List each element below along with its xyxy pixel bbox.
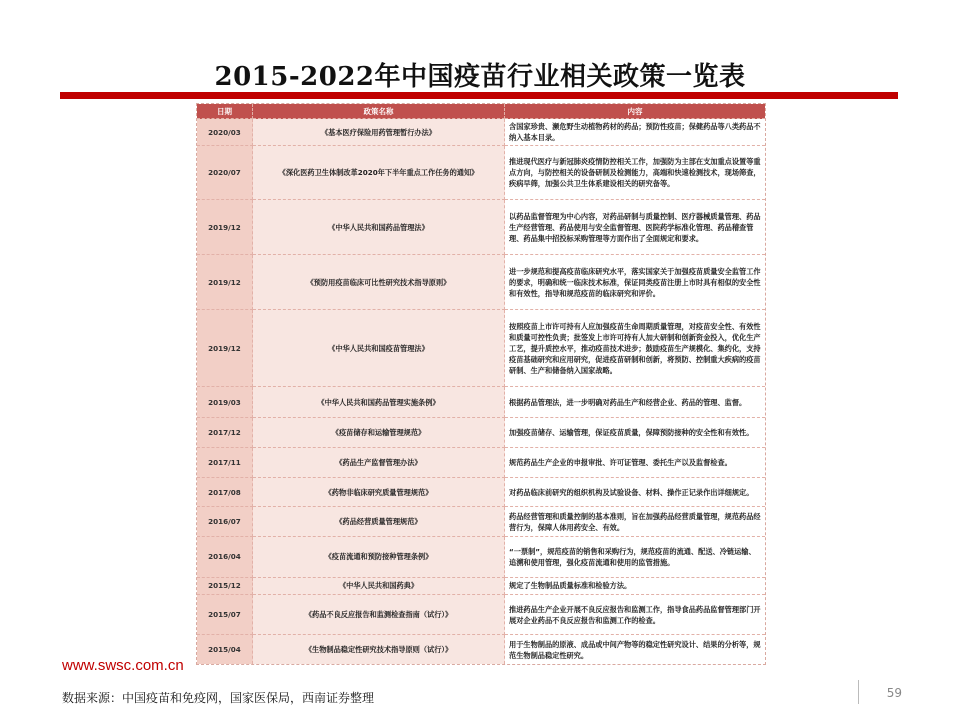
- row-content: 规定了生物制品质量标准和检验方法。: [505, 578, 765, 595]
- row-policy-name: 《药物非临床研究质量管理规范》: [253, 478, 505, 507]
- row-policy-name: 《药品生产监督管理办法》: [253, 448, 505, 477]
- row-date: 2015/12: [197, 578, 253, 595]
- table-row: [197, 255, 765, 310]
- row-content: 对药品临床前研究的组织机构及试验设备、材料、操作正记录作出详细规定。: [505, 478, 765, 507]
- row-date: 2017/12: [197, 418, 253, 449]
- table-row: [197, 578, 765, 595]
- table-row: [197, 507, 765, 536]
- row-policy-name: 《深化医药卫生体制改革2020年下半年重点工作任务的通知》: [253, 146, 505, 200]
- row-content: 加强疫苗储存、运输管理，保证疫苗质量，保障预防接种的安全性和有效性。: [505, 418, 765, 449]
- row-content: 根据药品管理法，进一步明确对药品生产和经营企业、药品的管理、监督。: [505, 387, 765, 418]
- table-row: [197, 200, 765, 255]
- row-date: 2019/03: [197, 387, 253, 418]
- row-policy-name: 《药品不良反应报告和监测检查指南（试行）》: [253, 595, 505, 636]
- title-divider: [60, 92, 898, 99]
- row-date: 2017/11: [197, 448, 253, 477]
- table-row: [197, 146, 765, 200]
- data-source-note: 数据来源：中国疫苗和免疫网，国家医保局，西南证券整理: [62, 691, 375, 705]
- row-policy-name: 《疫苗储存和运输管理规范》: [253, 418, 505, 449]
- row-date: 2019/12: [197, 255, 253, 310]
- header-date: 日期: [197, 104, 253, 119]
- table-row: [197, 537, 765, 578]
- row-date: 2019/12: [197, 310, 253, 387]
- row-date: 2020/03: [197, 119, 253, 146]
- row-date: 2015/04: [197, 635, 253, 664]
- page-number-divider: [858, 680, 859, 704]
- table-row: [197, 448, 765, 477]
- row-content: 规范药品生产企业的申报审批、许可证管理、委托生产以及监督检查。: [505, 448, 765, 477]
- table-row: [197, 119, 765, 146]
- row-policy-name: 《中华人民共和国药品管理实施条例》: [253, 387, 505, 418]
- table-row: [197, 478, 765, 507]
- table-row: [197, 310, 765, 387]
- row-policy-name: 《中华人民共和国药典》: [253, 578, 505, 595]
- row-content: 按照疫苗上市许可持有人应加强疫苗生命周期质量管理，对疫苗安全性、有效性和质量可控性负责；批签发上市许可持有人加大研制和创新资金投入，优化生产工艺，提升质控水平，推动疫苗技术进步；鼓励疫苗生产规模化、集约化，支持疫苗基础研究和应用研究，促进疫苗研制和创新，将预防、控制重大疾病的疫苗研制、生产和储备纳入国家战略。: [505, 310, 765, 387]
- row-content: 推进现代医疗与新冠肺炎疫情防控相关工作，加强防为主部在支加重点设置等重点方向，与防控相关的设备研制及检测能力，高端和快速检测技术，现场筛查，疾病早筛，加强公共卫生体系建设相关的研究备等。: [505, 146, 765, 200]
- company-website-logo: www.swsc.com.cn: [62, 657, 184, 674]
- row-content: 用于生物制品的原液、成品或中间产物等的稳定性研究设计、结果的分析等，规范生物制品稳定性研究。: [505, 635, 765, 664]
- row-policy-name: 《生物制品稳定性研究技术指导原则（试行）》: [253, 635, 505, 664]
- policy-table: [196, 103, 766, 665]
- row-date: 2016/04: [197, 537, 253, 578]
- header-content: 内容: [505, 104, 765, 119]
- page-title: 2015-2022年中国疫苗行业相关政策一览表: [214, 62, 746, 92]
- row-policy-name: 《中华人民共和国疫苗管理法》: [253, 310, 505, 387]
- row-date: 2015/07: [197, 595, 253, 636]
- table-row: [197, 418, 765, 449]
- header-policy-name: 政策名称: [253, 104, 505, 119]
- row-content: 含国家珍贵、濒危野生动植物药材的药品；预防性疫苗；保健药品等八类药品不纳入基本目录。: [505, 119, 765, 146]
- table-row: [197, 387, 765, 418]
- row-policy-name: 《中华人民共和国药品管理法》: [253, 200, 505, 255]
- table-header-row: [197, 104, 765, 119]
- row-policy-name: 《药品经营质量管理规范》: [253, 507, 505, 536]
- row-content: 推进药品生产企业开展不良反应报告和监测工作，指导食品药品监督管理部门开展对企业药品不良反应报告和监测工作的检查。: [505, 595, 765, 636]
- row-content: 进一步规范和提高疫苗临床研究水平，落实国家关于加强疫苗质量安全监管工作的要求，明确和统一临床技术标准，保证同类疫苗注册上市时具有相似的安全性和有效性，指导和规范疫苗的临床研究和评价。: [505, 255, 765, 310]
- row-policy-name: 《预防用疫苗临床可比性研究技术指导原则》: [253, 255, 505, 310]
- row-date: 2017/08: [197, 478, 253, 507]
- row-content: 药品经营管理和质量控制的基本准则，旨在加强药品经营质量管理，规范药品经营行为，保障人体用药安全、有效。: [505, 507, 765, 536]
- row-policy-name: 《基本医疗保险用药管理暂行办法》: [253, 119, 505, 146]
- page-number: 59: [886, 686, 902, 700]
- row-content: “一票制”，规范疫苗的销售和采购行为，规范疫苗的流通、配送、冷链运输、追溯和使用管理，强化疫苗流通和使用的监管措施。: [505, 537, 765, 578]
- table-row: [197, 635, 765, 664]
- row-date: 2016/07: [197, 507, 253, 536]
- table-row: [197, 595, 765, 636]
- row-policy-name: 《疫苗流通和预防接种管理条例》: [253, 537, 505, 578]
- row-date: 2020/07: [197, 146, 253, 200]
- row-content: 以药品监督管理为中心内容，对药品研制与质量控制、医疗器械质量管理、药品生产经营管理、药品使用与安全监督管理、医院药学标准化管理、药品稽查管理、药品集中招投标采购管理等方面作出了全面规定和要求。: [505, 200, 765, 255]
- policy-table-grid: [197, 104, 765, 664]
- row-date: 2019/12: [197, 200, 253, 255]
